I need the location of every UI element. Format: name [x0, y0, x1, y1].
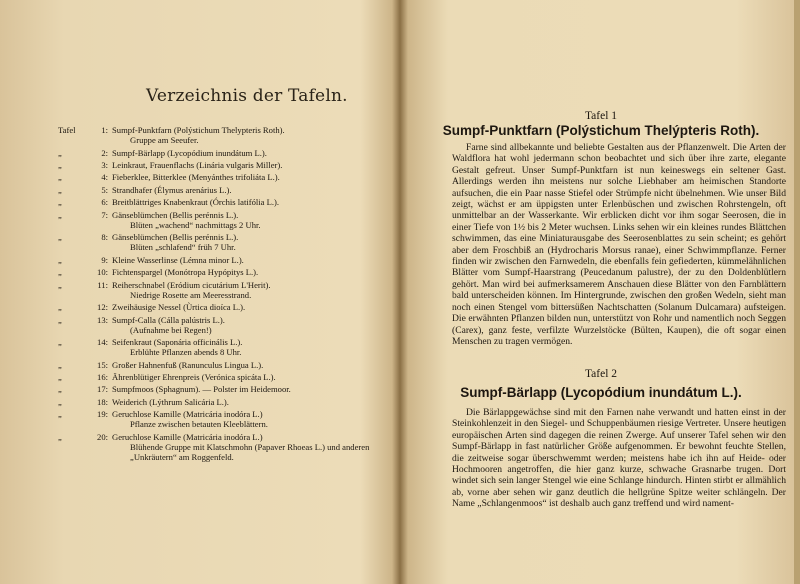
toc-label: „	[58, 209, 62, 220]
toc-label: „	[58, 184, 62, 195]
toc-title: Gänseblümchen (Bellis perénnis L.).	[112, 232, 239, 243]
toc-title: Breitblättriges Knabenkraut (Órchis latifólia L.).	[112, 197, 280, 208]
toc-text	[112, 337, 390, 357]
toc-number: 16:	[97, 372, 108, 383]
toc-text	[112, 185, 390, 195]
toc-title: Strandhafer (Élymus arenárius L.).	[112, 184, 232, 195]
toc-title: Geruchlose Kamille (Matricária inodóra L.)	[112, 431, 263, 442]
toc-entry	[58, 197, 390, 207]
toc-number: 7:	[101, 209, 108, 220]
toc-label: „	[58, 197, 62, 208]
toc-entry	[58, 125, 390, 145]
toc-text	[112, 125, 390, 145]
toc-entry	[58, 232, 390, 252]
toc-text	[112, 172, 390, 182]
toc-number: 15:	[97, 359, 108, 370]
toc-number: 20:	[97, 431, 108, 442]
toc-entry	[58, 280, 390, 300]
toc-text	[112, 255, 390, 265]
toc-label: „	[58, 172, 62, 183]
toc-text	[112, 315, 390, 335]
toc-label: „	[58, 337, 62, 348]
right-page	[402, 0, 800, 584]
plate-1-label: Tafel 1	[584, 110, 618, 122]
toc-title: Sumpf-Calla (Cálla palústris L.).	[112, 314, 225, 325]
toc-number: 11:	[97, 279, 108, 290]
toc-text	[112, 397, 390, 407]
toc-label: „	[58, 431, 62, 442]
toc-label: „	[58, 279, 62, 290]
toc-number: 18:	[97, 396, 108, 407]
toc-title: Geruchlose Kamille (Matricária inodóra L.)	[112, 409, 263, 420]
toc-entry	[58, 409, 390, 429]
toc-text	[112, 160, 390, 170]
toc-label: „	[58, 267, 62, 278]
toc-number: 14:	[97, 337, 108, 348]
toc-label: „	[58, 384, 62, 395]
plates-list	[58, 125, 390, 465]
toc-label: „	[58, 159, 62, 170]
toc-label: „	[58, 314, 62, 325]
toc-entry	[58, 160, 390, 170]
toc-number: 17:	[97, 384, 108, 395]
toc-label: „	[58, 254, 62, 265]
toc-entry	[58, 397, 390, 407]
toc-label: „	[58, 302, 62, 313]
toc-text	[112, 360, 390, 370]
toc-label: „	[58, 396, 62, 407]
toc-text	[112, 409, 390, 429]
toc-number: 2:	[101, 147, 108, 158]
toc-entry	[58, 360, 390, 370]
toc-entry	[58, 384, 390, 394]
toc-entry	[58, 372, 390, 382]
toc-subtitle: Blüten „schlafend“ früh 7 Uhr.	[130, 242, 236, 253]
toc-entry	[58, 210, 390, 230]
toc-number: 3:	[101, 159, 108, 170]
toc-label: „	[58, 372, 62, 383]
toc-subtitle: Gruppe am Seeufer.	[130, 135, 199, 146]
toc-label: „	[58, 232, 62, 243]
toc-subtitle: (Aufnahme bei Regen!)	[130, 324, 212, 335]
toc-subtitle: Blühende Gruppe mit Klatschmohn (Papaver Rhoeas L.) und anderen „Unkräutern“ am Roggenfeld.	[130, 442, 370, 463]
plate-1-text: Farne sind allbekannte und beliebte Gestalten aus der Pflanzenwelt. Die Arten der Waldflora hat wohl jedermann schon beobachtet und sich über ihre zarte, elegante Gestalt gefreut. Unser Sumpf-Punktfarn ist nun keineswegs ein seltener Gast. Allerdings werden ihn meistens nur solche Liebhaber am heimischen Standorte aufsuchen, die ein Paar nasse Stiefel oder Strümpfe nicht übelnehmen. Wie unser Bild zeigt, wächst er am üppigsten unter Erlenbüschen und zwischen Rohrstengeln, oft unmittelbar an der Wasserkante. Wir erblicken dicht vor ihm sogar Seerosen, die in einer Tiefe von 1½ bis 2 Meter wuchsen. Links sehen wir ein kleines rundes Blättchen schwimmen, das eine Miniaturausgabe des Seerosenblattes zu sein scheint; es gehört aber dem Froschbiß an (Hydrocharis Morsus ranae), einer Schwimmpflanze. Ferner finden wir zwischen den Farnwedeln, die ebenfalls fein gefiederten, kümmelähnlichen Blätter vom Sumpf-Haarstrang (Peucedanum palustre), der zu den Doldenblütlern gehört. Man wird bei aufmerksamerem Anschauen diese Blätter von den Farnblättern bald unterscheiden können. Im Hintergrunde, zwischen den großen Wedeln, sieht man noch einen Stengel vom bittersüßen Nachtschatten (Solanum Dulcamara) aufsteigen. Die erwähnten Pflanzen bilden nun, unterstützt von Rohr und namentlich noch Seggen (Carex), ganz feste, verfilzte Wurzelstöcke (Bülten, Kaupen), die oft sogar einen Menschen zu tragen vermögen.	[452, 142, 786, 347]
toc-label: „	[58, 409, 62, 420]
plate-1-title: Sumpf-Punktfarn (Polýstichum Thelýpteris Roth).	[442, 123, 760, 138]
toc-text	[112, 432, 390, 463]
toc-title: Fichtenspargel (Monótropa Hypópitys L.).	[112, 267, 259, 278]
toc-number: 12:	[97, 302, 108, 313]
toc-subtitle: Erblühte Pflanzen abends 8 Uhr.	[130, 347, 242, 358]
toc-label: „	[58, 147, 62, 158]
toc-number: 1:	[101, 125, 108, 135]
toc-text	[112, 232, 390, 252]
toc-text	[112, 280, 390, 300]
toc-title: Sumpf-Punktfarn (Polýstichum Thelypteris Roth).	[112, 125, 285, 135]
toc-label: Tafel	[58, 125, 76, 135]
toc-title: Leinkraut, Frauenflachs (Linária vulgaris Miller).	[112, 159, 283, 170]
toc-title: Großer Hahnenfuß (Ranunculus Lingua L.).	[112, 359, 264, 370]
toc-entry	[58, 148, 390, 158]
toc-entry	[58, 432, 390, 463]
toc-entry	[58, 315, 390, 335]
toc-text	[112, 302, 390, 312]
toc-label: „	[58, 359, 62, 370]
toc-title: Seifenkraut (Saponária officinális L.).	[112, 337, 243, 348]
toc-entry	[58, 185, 390, 195]
toc-number: 9:	[101, 254, 108, 265]
page-edge	[794, 0, 800, 584]
toc-number: 5:	[101, 184, 108, 195]
toc-entry	[58, 172, 390, 182]
toc-title: Ährenblütiger Ehrenpreis (Verónica spicáta L.).	[112, 372, 276, 383]
toc-title: Sumpf-Bärlapp (Lycopódium inundátum L.).	[112, 147, 267, 158]
toc-text	[112, 210, 390, 230]
toc-number: 6:	[101, 197, 108, 208]
plate-2-text: Die Bärlappgewächse sind mit den Farnen nahe verwandt und hatten einst in der Steinkohlenzeit in den Siegel- und Schuppenbäumen riesige Vertreter. Unsere heutigen europäischen Arten sind dagegen die reinen Zwerge. Auf unserer Tafel sehen wir den Sumpf-Bärlapp in fast natürlicher Größe aufgenommen. Er bewohnt feuchte Stellen, die zeitweise sogar überschwemmt werden; meistens habe ich ihn auf Heide- oder Hochmooren angetroffen, die hier ganz kurze, schwache Grasnarbe trugen. Dort windet sich sein langer Stengel wie eine Schlange hindurch. Hinten stirbt er allmählich ab, vorne aber sehen wir ganz deutlich die hellgrüne Spitze weiter schlängeln. Der Name „Schlangenmoos“ ist deshalb auch ganz treffend und wird nament-	[452, 407, 786, 510]
toc-subtitle: Pflanze zwischen betauten Kleeblättern.	[130, 419, 268, 430]
plate-2-title: Sumpf-Bärlapp (Lycopódium inundátum L.).	[460, 385, 742, 400]
toc-subtitle: Niedrige Rosette am Meeresstrand.	[130, 289, 252, 300]
toc-title: Kleine Wasserlinse (Lémna minor L.).	[112, 254, 244, 265]
toc-text	[112, 384, 390, 394]
toc-title: Gänseblümchen (Bellis perénnis L.).	[112, 209, 239, 220]
toc-title: Reiherschnabel (Eródium cicutárium L'Herit).	[112, 279, 271, 290]
toc-text	[112, 267, 390, 277]
page-heading: Verzeichnis der Tafeln.	[146, 86, 348, 106]
toc-title: Weiderich (Lýthrum Salicária L.).	[112, 396, 229, 407]
toc-title: Fieberklee, Bitterklee (Menyánthes trifoliáta L.).	[112, 172, 280, 183]
toc-text	[112, 372, 390, 382]
toc-number: 19:	[97, 409, 108, 420]
toc-entry	[58, 302, 390, 312]
toc-entry	[58, 255, 390, 265]
toc-number: 13:	[97, 314, 108, 325]
toc-number: 10:	[97, 267, 108, 278]
toc-text	[112, 197, 390, 207]
toc-title: Sumpfmoos (Sphagnum). — Polster im Heidemoor.	[112, 384, 291, 395]
toc-text	[112, 148, 390, 158]
plate-2-label: Tafel 2	[584, 368, 618, 380]
toc-number: 4:	[101, 172, 108, 183]
toc-entry	[58, 337, 390, 357]
toc-number: 8:	[101, 232, 108, 243]
toc-subtitle: Blüten „wachend“ nachmittags 2 Uhr.	[130, 219, 261, 230]
toc-title: Zweihäusige Nessel (Ùrtica dioíca L.).	[112, 302, 246, 313]
toc-entry	[58, 267, 390, 277]
